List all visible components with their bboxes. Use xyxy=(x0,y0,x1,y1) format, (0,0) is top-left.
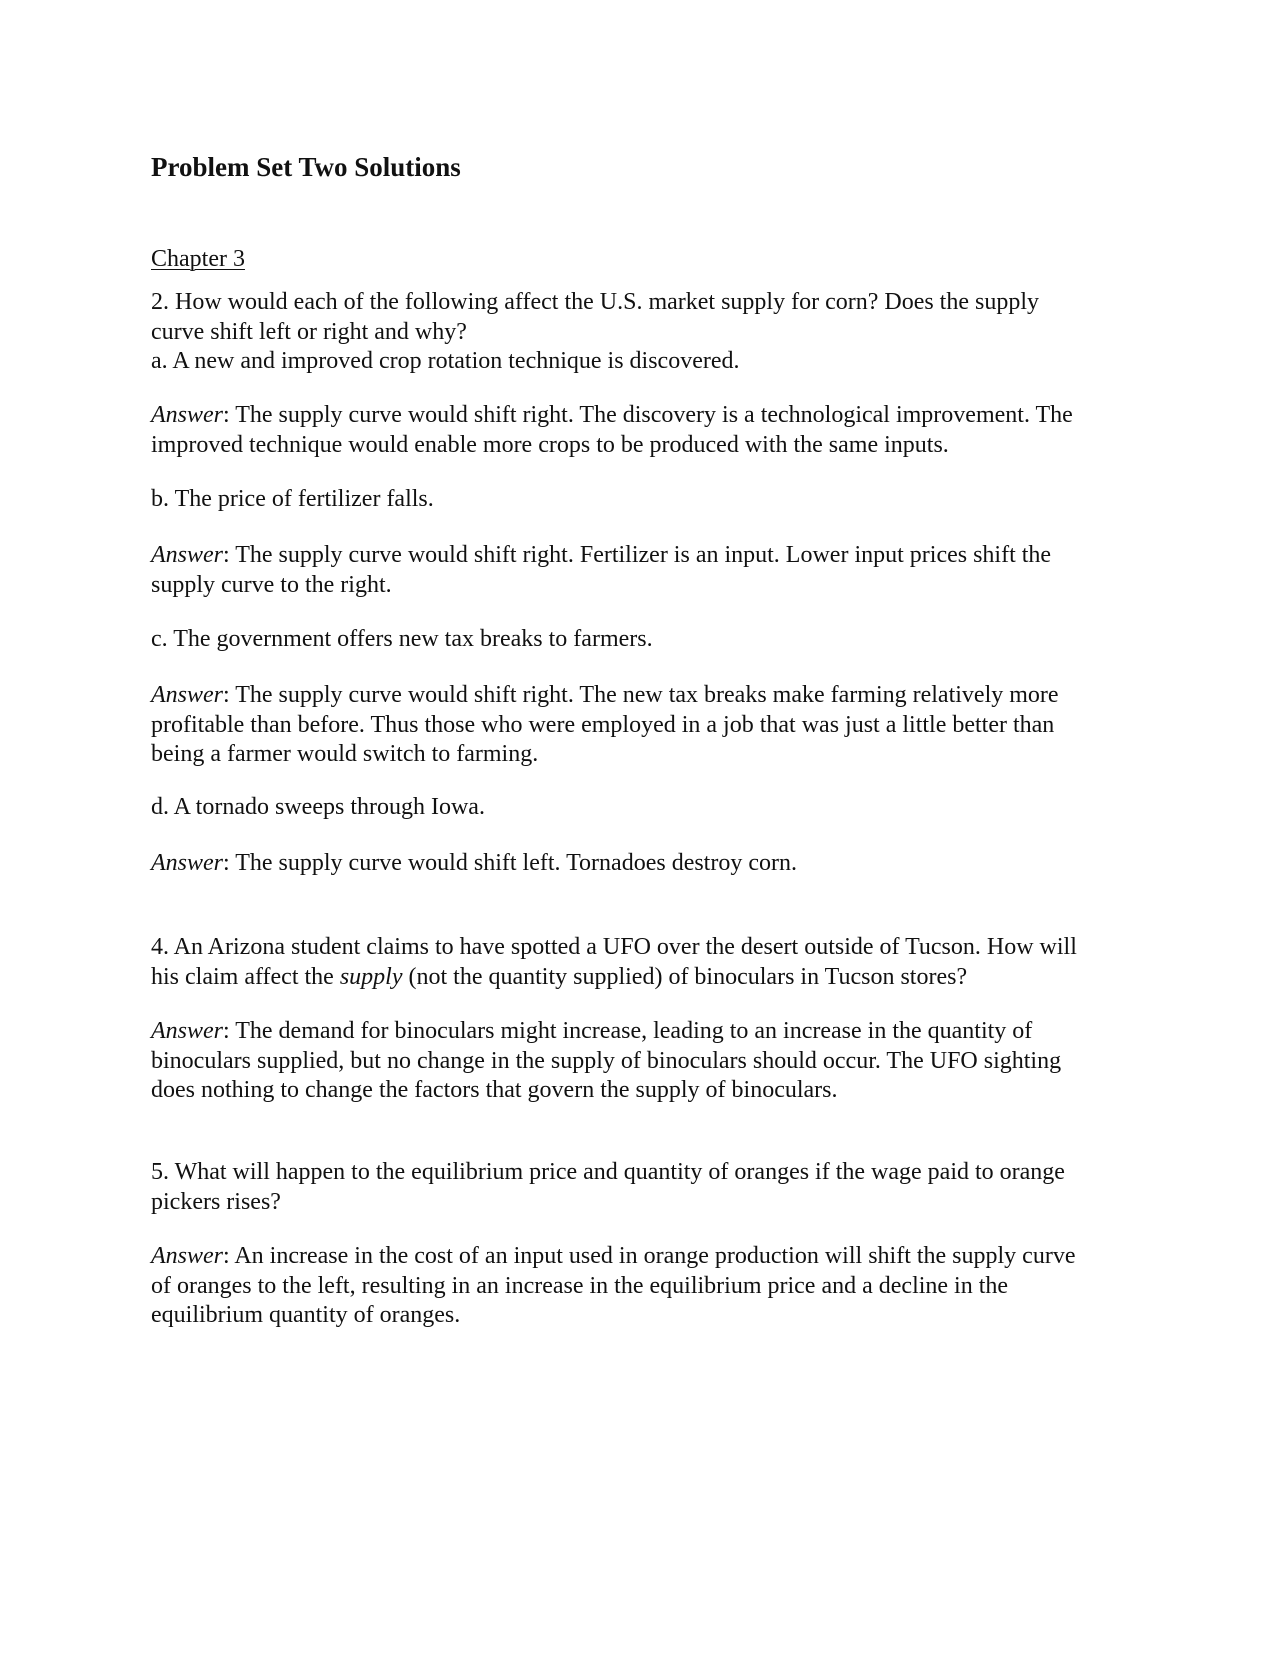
question-4-emphasis: supply xyxy=(339,963,403,990)
answer-5 xyxy=(151,1242,1151,1331)
answer-text: equilibrium quantity of oranges. xyxy=(151,1302,461,1328)
question-4-text: his claim affect the xyxy=(151,963,340,990)
answer-text: of oranges to the left, resulting in an increase in the equilibrium price and a decline in the xyxy=(151,1272,1009,1299)
answer-text: supply curve to the right. xyxy=(151,571,392,598)
prompt-text: d. A tornado sweeps through Iowa. xyxy=(151,794,485,820)
question-2-line: curve shift left or right and why? xyxy=(151,318,467,345)
question-2d-prompt xyxy=(151,793,1151,823)
question-2b-prompt xyxy=(151,485,1151,515)
question-2a-prompt: a. A new and improved crop rotation technique is discovered. xyxy=(151,348,740,374)
question-4-text: (not the quantity supplied) of binoculars in Tucson stores? xyxy=(402,963,968,990)
answer-text: : The supply curve would shift right. Fertilizer is an input. Lower input prices shift the xyxy=(223,542,1052,568)
answer-text: improved technique would enable more crops to be produced with the same inputs. xyxy=(151,431,949,458)
question-2c-prompt xyxy=(151,625,1151,655)
answer-4 xyxy=(151,1017,1151,1106)
answer-label: Answer xyxy=(151,1018,223,1044)
question-5-line: 5. What will happen to the equilibrium price and quantity of oranges if the wage paid to orange xyxy=(151,1159,1065,1185)
answer-2c xyxy=(151,681,1151,770)
answer-2d xyxy=(151,849,1151,879)
answer-text: being a farmer would switch to farming. xyxy=(151,741,539,767)
answer-text: profitable than before. Thus those who were employed in a job that was just a little better than xyxy=(151,711,1055,738)
chapter-heading: Chapter 3 xyxy=(151,246,245,272)
question-2-line: 2. How would each of the following affect the U.S. market supply for corn? Does the supply xyxy=(151,289,1040,315)
answer-label: Answer xyxy=(151,682,223,708)
question-5-line: pickers rises? xyxy=(151,1188,281,1215)
page-title: Problem Set Two Solutions xyxy=(151,152,461,182)
question-4-line: 4. An Arizona student claims to have spotted a UFO over the desert outside of Tucson. How will xyxy=(151,934,1077,960)
answer-text: : The supply curve would shift right. The new tax breaks make farming relatively more xyxy=(223,682,1059,708)
answer-text: binoculars supplied, but no change in the supply of binoculars should occur. The UFO sighting xyxy=(151,1047,1062,1074)
prompt-text: b. The price of fertilizer falls. xyxy=(151,486,434,512)
prompt-text: c. The government offers new tax breaks to farmers. xyxy=(151,626,653,652)
answer-label: Answer xyxy=(151,542,223,568)
answer-text: does nothing to change the factors that govern the supply of binoculars. xyxy=(151,1077,838,1103)
answer-text: : The supply curve would shift left. Tornadoes destroy corn. xyxy=(223,850,797,876)
answer-label: Answer xyxy=(151,1243,223,1269)
answer-text: : The supply curve would shift right. The discovery is a technological improvement. The xyxy=(223,402,1073,428)
answer-label: Answer xyxy=(151,402,223,428)
answer-text: : An increase in the cost of an input used in orange production will shift the supply curve xyxy=(223,1243,1076,1269)
question-2 xyxy=(151,288,1151,377)
question-4 xyxy=(151,933,1151,992)
answer-2b xyxy=(151,541,1151,600)
answer-text: : The demand for binoculars might increase, leading to an increase in the quantity of xyxy=(223,1018,1033,1044)
answer-2a xyxy=(151,401,1151,460)
answer-label: Answer xyxy=(151,850,223,876)
question-5 xyxy=(151,1158,1151,1217)
